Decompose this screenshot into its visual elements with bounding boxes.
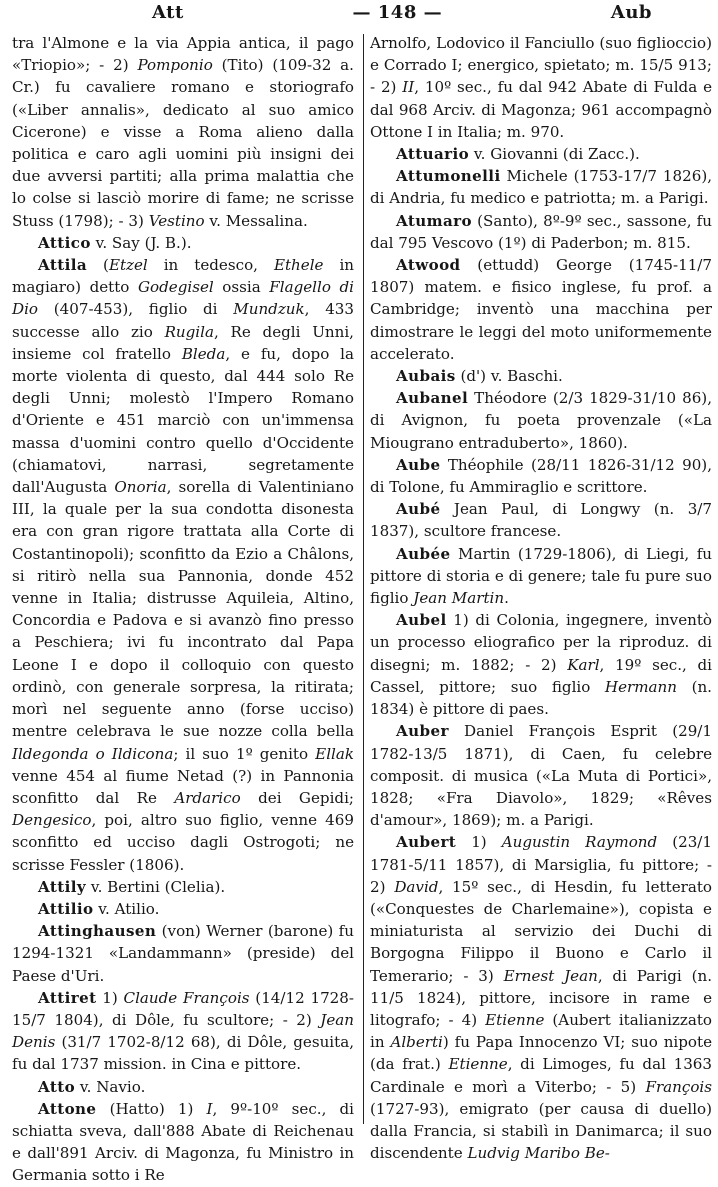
entry-headword: Aube: [396, 455, 441, 474]
dictionary-entry: [12, 876, 354, 898]
entry-italic-text: David: [394, 877, 439, 896]
entry-headword: Atumaro: [396, 211, 472, 230]
entry-text: v. Atilio.: [93, 899, 160, 918]
entry-text: v. Navio.: [75, 1077, 146, 1096]
dictionary-entry: [370, 143, 712, 165]
entry-text: (407-453), figlio di: [38, 300, 234, 319]
entry-italic-text: Ardarico: [174, 788, 241, 807]
entry-text: (von) Werner (barone) fu 1294-1321 «Landammann» (preside) del Paese d'Uri.: [12, 922, 354, 985]
entry-italic-text: Karl: [567, 655, 600, 674]
entry-text: ) fu Papa Innocenzo VI; suo nipote (da frat.): [370, 1033, 712, 1074]
entry-text: .: [504, 589, 509, 608]
entry-text: , 10º sec., fu dal 942 Abate di Fulda e dal 968 Arciv. di Magonza; 961 accompagnò Ottone I in Italia; m. 970.: [370, 78, 712, 141]
entry-italic-text: Rugila: [164, 322, 214, 341]
entry-headword: Aubé: [396, 500, 441, 519]
entry-text: ; il suo 1º genito: [173, 744, 316, 763]
entry-italic-text: Dengesico: [12, 811, 92, 830]
entry-text: v. Giovanni (di Zacc.).: [469, 145, 640, 164]
entry-text: , di Parigi (n. 11/5 1824), pittore, incisore in rame e litografo; - 4): [370, 966, 712, 1029]
entry-text: Michele (1753-17/7 1826), di Andria, fu medico e patriotta; m. a Parigi.: [370, 167, 712, 208]
entry-italic-text: II: [402, 78, 415, 97]
entry-text: , sorella di Valentiniano III, la quale per la sua condotta disonesta era con gran rigore trattata alla Corte di Costantinopoli); sconfitto da Ezio a Châlons, si ritirò nella sua Pannonia, donde 452 venne in Italia; distrusse Aquileia, Altino, Concordia e Padova e si avanzò fino presso a Peschiera; ivi fu incontrato dal Papa Leone I e dopo il colloquio con questo ordinò, con generale sorpresa, la ritirata; morì nel seguente anno (forse ucciso) mentre celebrava le sue nozze colla bella: [12, 478, 354, 741]
entry-headword: Attily: [38, 877, 87, 896]
dictionary-entry: [12, 920, 354, 987]
entry-headword: Attumonelli: [396, 167, 501, 186]
column-divider: [363, 34, 364, 1124]
entry-italic-text: Ethele: [273, 256, 324, 275]
entry-italic-text: Jean Denis: [12, 1010, 354, 1052]
entry-text: 1): [96, 988, 124, 1007]
entry-headword: Atto: [38, 1077, 76, 1096]
entry-text: in tedesco,: [147, 256, 274, 275]
entry-headword: Attilio: [38, 899, 94, 918]
entry-italic-text: Hermann: [604, 677, 677, 696]
entry-text: (Santo), 8º-9º sec., sassone, fu dal 795 Vescovo (1º) di Paderbon; m. 815.: [370, 211, 712, 252]
entry-italic-text: Bleda: [181, 344, 226, 363]
entry-italic-text: Etzel: [108, 256, 148, 275]
entry-headword: Auber: [396, 722, 449, 741]
entry-text: , e fu, dopo la morte violenta di questo, dal 444 solo Re degli Unni; molestò l'Impero Romano d'Oriente e 451 marciò con un'immensa massa d'uomini contro quello d'Occidente (chiamatovi, narrasi, segretamente dall'Augusta: [12, 344, 354, 497]
entry-italic-text: Alberti: [390, 1033, 443, 1052]
entry-text: (n. 1834) è pittore di paes.: [370, 677, 712, 719]
entry-text: Daniel François Esprit (29/1 1782-13/5 1871), di Caen, fu celebre composit. di musica («La Muta di Portici», 1828; «Fra Diavolo», 1829; «Rêves d'amour», 1869); m. a Parigi.: [370, 722, 712, 830]
dictionary-entry: [370, 498, 712, 542]
right-column: [362, 32, 712, 1187]
entry-italic-text: Pomponio: [137, 56, 213, 75]
dictionary-entry: [12, 254, 354, 876]
entry-text: , 9º-10º sec., di schiatta sveva, dall'888 Abate di Reichenau e dall'891 Arciv. di Magonza, fu Ministro in Germania sotto i Re: [12, 1099, 354, 1185]
header-right-guideword: Aub: [610, 2, 652, 23]
dictionary-entry: [370, 387, 712, 454]
entry-text: (23/1 1781-5/11 1857), di Marsiglia, fu pittore; - 2): [370, 833, 712, 896]
dictionary-entry: [370, 454, 712, 498]
dictionary-entry: [12, 1076, 354, 1098]
header-left-guideword: Att: [152, 2, 184, 23]
entry-text: v. Messalina.: [204, 211, 308, 230]
dictionary-entry: [370, 831, 712, 1164]
entry-text: (d') v. Baschi.: [455, 367, 563, 386]
entry-text: 1) di Colonia, ingegnere, inventò un processo eliografico per la riproduz. di disegni; m. 1882; - 2): [370, 611, 712, 674]
entry-text: (1727-93), emigrato (per causa di duello) dalla Francia, si stabilì in Danimarca; il suo discendente: [370, 1099, 712, 1163]
entry-italic-text: Vestino: [148, 211, 205, 230]
entry-text: Théodore (2/3 1829-31/10 86), di Avignon, fu poeta provenzale («La Miougrano entraduberto», 1860).: [370, 389, 712, 452]
entry-text: (: [87, 256, 109, 275]
dictionary-entry: [12, 898, 354, 920]
entry-headword: Attila: [38, 256, 88, 275]
entry-headword: Aubanel: [396, 389, 469, 408]
entry-text: Martin (1729-1806), di Liegi, fu pittore di storia e di genere; tale fu pure suo figlio: [370, 544, 712, 608]
dictionary-entry: [370, 609, 712, 720]
entry-text: (Aubert italianizzato in: [370, 1010, 712, 1052]
entry-text: 1): [456, 833, 502, 852]
dictionary-entry: [370, 210, 712, 254]
entry-headword: Aubel: [396, 611, 447, 630]
entry-text: Jean Paul, di Longwy (n. 3/7 1837), scultore francese.: [370, 500, 712, 541]
entry-text: v. Say (J. B.).: [90, 233, 192, 252]
entry-text: , Re degli Unni, insieme col fratello: [12, 322, 354, 363]
entry-text: (14/12 1728-15/7 1804), di Dôle, fu scultore; - 2): [12, 988, 354, 1029]
entry-italic-text: François: [645, 1077, 712, 1096]
entry-italic-text: Onoria: [114, 478, 167, 497]
entry-text: , poi, altro suo figlio, venne 469 sconfitto ed ucciso dagli Ostrogoti; ne scrisse Fessler (1806).: [12, 811, 354, 874]
entry-italic-text: Godegisel: [137, 278, 214, 297]
dictionary-entry: [370, 32, 712, 143]
entry-text: ossia: [213, 278, 270, 297]
entry-italic-text: Etienne: [485, 1010, 545, 1029]
entry-italic-text: Augustin Raymond: [501, 833, 658, 852]
entry-italic-text: I: [206, 1099, 213, 1118]
dictionary-entry: [12, 232, 354, 254]
entry-italic-text: Ludvig Maribo Be-: [467, 1144, 610, 1163]
left-column: [12, 32, 362, 1187]
entry-italic-text: Mundzuk: [233, 300, 305, 319]
entry-text: Arnolfo, Lodovico il Fanciullo (suo figlioccio) e Corrado I; energico, spietato; m. 15/5 913; - 2): [370, 34, 712, 97]
entry-headword: Attone: [38, 1099, 97, 1118]
dictionary-entry: [370, 365, 712, 387]
entry-italic-text: Jean Martin: [413, 589, 505, 608]
entry-italic-text: Ernest Jean: [503, 966, 598, 985]
entry-text: (ettudd) George (1745-11/7 1807) matem. e fisico inglese, fu prof. a Cambridge; inventò una macchina per dimostrare le leggi del moto uniformemente accelerato.: [370, 256, 712, 363]
dictionary-entry: [12, 1098, 354, 1187]
dictionary-entry: [370, 254, 712, 365]
entry-headword: Attiret: [38, 988, 97, 1007]
entry-headword: Aubais: [396, 367, 456, 386]
entry-headword: Aubée: [396, 544, 451, 563]
dictionary-entry: [370, 543, 712, 610]
entry-text: dei Gepidi;: [240, 788, 354, 807]
entry-italic-text: Flagello di Dio: [12, 278, 354, 319]
entry-italic-text: Ildegonda o Ildicona: [12, 744, 174, 763]
page-header: [12, 2, 712, 32]
page-number: — 148 —: [352, 2, 443, 23]
entry-headword: Attuario: [396, 145, 470, 164]
entry-text: v. Bertini (Clelia).: [86, 877, 226, 896]
entry-text: , 433 successe allo zio: [12, 300, 355, 341]
entry-italic-text: Claude François: [123, 988, 250, 1007]
entry-text: in magiaro) detto: [12, 256, 354, 297]
entry-italic-text: Etienne: [448, 1055, 508, 1074]
entry-text: (Tito) (109-32 a. Cr.) fu cavaliere romano e storiografo («Liber annalis», dedicato al suo amico Cicerone) e visse a Roma alieno dalla politica e caro agli uomini più insigni dei due avversi partiti; alla prima malattia che lo colse si lasciò morire di fame; ne scrisse Stuss (1798); - 3): [12, 56, 354, 230]
dictionary-entry: [12, 32, 354, 232]
text-columns: [12, 32, 712, 1187]
entry-headword: Attinghausen: [38, 922, 157, 941]
dictionary-entry: [370, 165, 712, 209]
entry-text: , 19º sec., di Cassel, pittore; suo figlio: [370, 655, 712, 696]
entry-text: , di Limoges, fu dal 1363 Cardinale e morì a Viterbo; - 5): [370, 1055, 713, 1096]
dictionary-entry: [12, 987, 354, 1076]
entry-text: (31/7 1702-8/12 68), di Dôle, gesuita, fu dal 1737 mission. in Cina e pittore.: [12, 1033, 354, 1074]
entry-text: Théophile (28/11 1826-31/12 90), di Tolone, fu Ammiraglio e scrittore.: [370, 455, 712, 497]
dictionary-entry: [370, 720, 712, 831]
entry-text: tra l'Almone e la via Appia antica, il pago «Triopio»; - 2): [12, 34, 354, 75]
entry-text: , 15º sec., di Hesdin, fu letterato («Conquestes de Charlemaine»), copista e miniaturista al servizio dei Duchi di Borgogna Filippo il Buono e Carlo il Temerario; - 3): [370, 877, 712, 985]
entry-headword: Atwood: [396, 256, 461, 275]
entry-headword: Aubert: [396, 833, 457, 852]
entry-text: (Hatto) 1): [96, 1099, 207, 1118]
entry-headword: Attico: [38, 233, 91, 252]
entry-italic-text: Ellak: [315, 744, 354, 763]
entry-text: venne 454 al fiume Netad (?) in Pannonia sconfitto dal Re: [12, 766, 354, 807]
